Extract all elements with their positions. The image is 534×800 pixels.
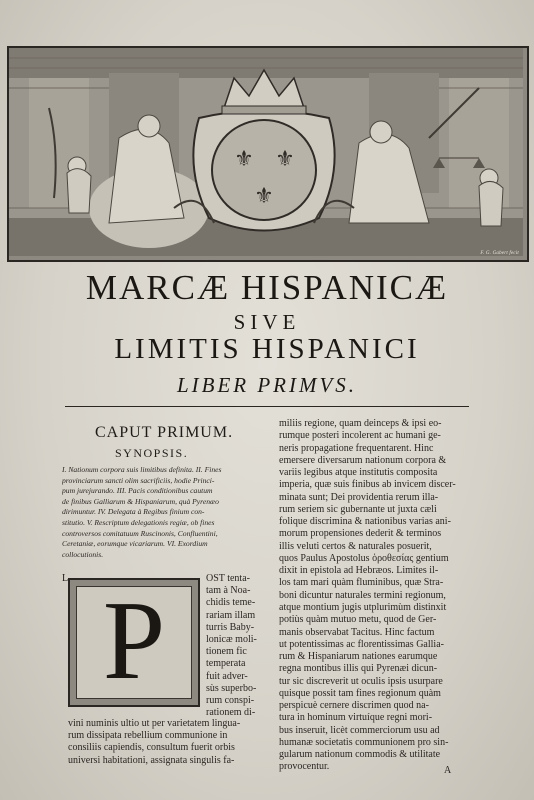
body-line: rum dissipata rebellium communione in (68, 730, 228, 742)
body-line: gularum nationum commodis & utilitate (279, 749, 441, 761)
body-line: provocentur. (279, 761, 330, 773)
body-line: humanæ societatis communionem pro sin- (279, 736, 449, 748)
synopsis-line: de finibus Galliarum & Hispaniarum, quà Pyrenæo (62, 496, 219, 506)
svg-text:⚜: ⚜ (254, 184, 274, 209)
synopsis-line: I. Nationum corpora suis limitibus definita. II. Fines (62, 465, 222, 474)
body-line: emersere diversarum nationum corpora & (279, 454, 447, 466)
body-line: lonicæ moli- (206, 634, 257, 646)
body-line: rumque posteri incolerent ac humani ge- (279, 430, 441, 442)
signature-mark: A (444, 765, 452, 776)
body-line: boni dicuntur naturales termini regionum, (279, 589, 446, 601)
body-line: rum conspi- (206, 695, 255, 707)
svg-text:⚜: ⚜ (275, 147, 295, 172)
right-column-text (279, 418, 484, 774)
body-line: folique discrimina & nationibus varias ani- (279, 516, 451, 528)
synopsis-heading: SYNOPSIS. (115, 446, 189, 460)
body-line: consiliis capiendis, consultum fuerit orbis (68, 742, 235, 754)
body-text-beside-initial (206, 573, 276, 719)
body-line: chidis teme- (206, 597, 256, 609)
decorated-initial (68, 578, 200, 707)
svg-text:⚜: ⚜ (234, 147, 254, 172)
body-line: tionem fic (206, 646, 247, 658)
title-line-1: MARCÆ HISPANICÆ (85, 268, 449, 307)
body-line: morum propensiones dederit & terminos (279, 528, 442, 540)
synopsis-line: collocutionis. (62, 549, 104, 559)
small-initial: L (62, 573, 69, 584)
royal-coat-of-arms-engraving-icon (9, 48, 523, 256)
body-text-below-initial (68, 718, 278, 767)
body-line: tam à Noa- (206, 585, 251, 597)
body-line: quisque possit tam fines regionum quàm (279, 687, 441, 699)
body-line: ut potentissimas ac florentissimas Gallia- (279, 638, 444, 650)
body-line: rum seriem sic gubernante ut juxta cæli (279, 503, 437, 515)
body-line: potiùs quàm mutuo metu, quod de Ger- (279, 614, 437, 626)
body-line: rariam illam (206, 609, 256, 621)
body-line: los tam mari quàm fluminibus, quæ Stra- (279, 577, 444, 589)
body-line: bus inseruit, licèt commerciorum usu ad (279, 724, 440, 736)
body-line: dixit in epistola ad Hebræos. Limites il- (279, 565, 439, 577)
body-line: vini numinis ultio ut per varietatem lingua- (68, 718, 241, 729)
synopsis-line: controversos comitatuum Ruscinonis, Confluentini, (62, 528, 218, 538)
body-line: universi habitationi, assignata singulis fa- (68, 754, 235, 766)
body-line: minata sunt; Dei providentia rerum illa- (279, 491, 439, 503)
body-line: neris propagatione frequentarent. Hinc (279, 442, 434, 454)
body-line: sùs superbo- (206, 682, 257, 694)
body-line: rationem di- (206, 707, 256, 719)
initial-letter: P (102, 579, 166, 703)
synopsis-line: provinciarum sancti olim sacrificiis, hodie Princi- (62, 475, 215, 485)
title-line-2: SIVE (233, 310, 301, 334)
body-line: miliis regione, quam deinceps & ipsi eo- (279, 418, 442, 429)
body-line: atque montium jugis utplurimùm distinxit (279, 601, 447, 613)
body-line: rum & Hispaniarum nationes earumque (279, 651, 438, 663)
body-line: tura in hominum virtuíque regni mori- (279, 712, 433, 724)
chapter-heading: CAPUT PRIMUM. (95, 424, 234, 441)
title-line-3: LIMITIS HISPANICI (114, 333, 420, 365)
initial-frame (76, 579, 192, 703)
body-line: fuit adver- (206, 670, 248, 682)
body-line: quos Paulus Apostolus ὁροθεσίας gentium (279, 552, 449, 564)
synopsis-line: dirimuntur. IV. Delegata à Regibus finium con- (62, 507, 205, 517)
body-line: manis observabat Tacitus. Hinc factum (279, 626, 435, 638)
body-line: tur sic discreverit ut oculis ipsis usurpare (279, 675, 443, 687)
body-line: imperia, quæ suis finibus ab invicem discer- (279, 479, 456, 491)
body-line: temperata (206, 658, 246, 670)
title-line-4: LIBER PRIMVS. (176, 373, 358, 397)
synopsis-line: pum jurejurando. III. Pacis conditionibus cautum (62, 486, 213, 496)
synopsis-line: stitutio. V. Rescriptum delegationis regiæ, ob fines (62, 517, 215, 527)
body-line: OST tenta- (206, 573, 250, 584)
engraver-signature: F. G. Gabert fecit (480, 251, 519, 256)
body-line: variis legibus atque institutis composita (279, 467, 438, 479)
body-line: perspicuè cernere discrimen quod na- (279, 700, 429, 712)
synopsis-line: Ceretaniæ, eorumque vicariarum. VI. Exordium (62, 539, 208, 549)
title-rule (65, 406, 469, 407)
body-line: turris Baby- (206, 621, 255, 633)
engraved-headpiece (7, 46, 529, 262)
body-line: regna montibus illis qui Pyrenæi dicun- (279, 663, 438, 675)
synopsis-text (62, 465, 274, 560)
body-line: illis veluti certos & naturales posuerit, (279, 540, 432, 552)
